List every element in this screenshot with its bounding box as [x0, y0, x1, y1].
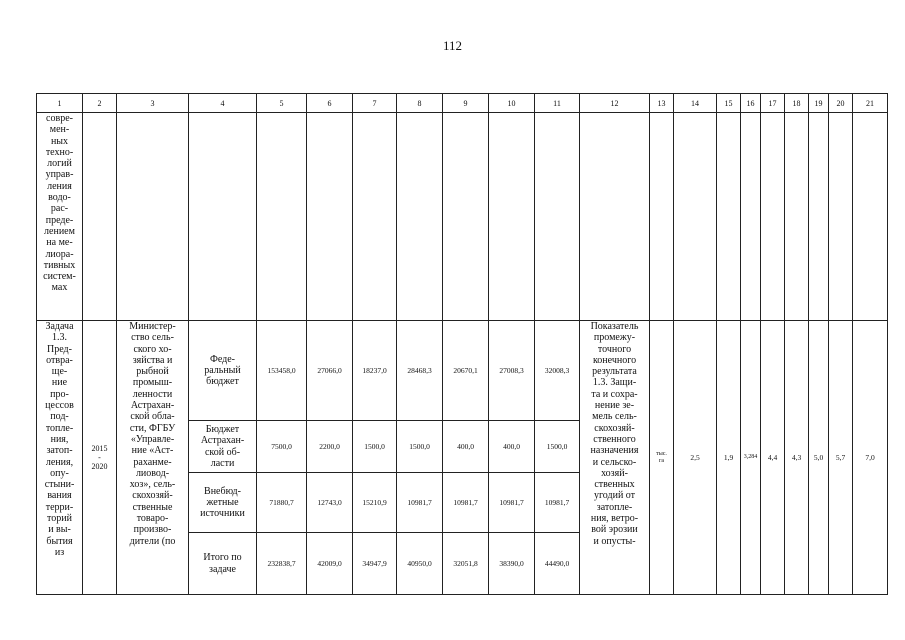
- header-cell: 9: [443, 94, 489, 113]
- value-cell: 18237,0: [353, 321, 397, 421]
- header-cell: 3: [117, 94, 189, 113]
- value-cell: 1500,0: [353, 421, 397, 473]
- value-cell: 15210,9: [353, 473, 397, 533]
- empty-cell: [83, 113, 117, 321]
- header-cell: 12: [580, 94, 650, 113]
- empty-cell: [761, 113, 785, 321]
- indicator-text-cell: [580, 321, 650, 595]
- value-cell: 38390,0: [489, 533, 535, 595]
- value-cell: 10981,7: [535, 473, 580, 533]
- unit: тыс. га: [656, 450, 667, 464]
- page-number: 112: [442, 38, 463, 53]
- header-cell: 16: [741, 94, 761, 113]
- empty-cell: [307, 113, 353, 321]
- empty-cell: [117, 113, 189, 321]
- value-cell: 27066,0: [307, 321, 353, 421]
- source-name: Бюджет Астрахан- ской об- ласти: [200, 423, 245, 469]
- indicator-value-cell: 4,4: [761, 321, 785, 595]
- header-cell: 14: [674, 94, 717, 113]
- source-name-cell: [189, 421, 257, 473]
- value-cell: 44490,0: [535, 533, 580, 595]
- indicator-value-cell: 2,5: [674, 321, 717, 595]
- value-cell: 10981,7: [443, 473, 489, 533]
- empty-cell: [443, 113, 489, 321]
- value-cell: 40950,0: [397, 533, 443, 595]
- value-cell: 20670,1: [443, 321, 489, 421]
- period: 2015 - 2020: [91, 444, 108, 471]
- indicator-value-cell: 7,0: [853, 321, 888, 595]
- header-row: [37, 94, 888, 113]
- header-cell: 5: [257, 94, 307, 113]
- program-table: [36, 93, 888, 595]
- value-cell: 32008,3: [535, 321, 580, 421]
- empty-cell: [580, 113, 650, 321]
- header-cell: 7: [353, 94, 397, 113]
- source-name: Итого по задаче: [203, 552, 242, 575]
- source-name-cell: [189, 321, 257, 421]
- value-cell: 153458,0: [257, 321, 307, 421]
- indicator-value-cell: 5,0: [809, 321, 829, 595]
- measure-text: совре- мен- ных техно- логий управ- ления водо- рас- преде- лением на ме- лиора- тивных систем- мах: [43, 113, 76, 294]
- indicator-value-cell: 3,284: [741, 321, 761, 595]
- cell-measure-text: [37, 113, 83, 321]
- unit-cell: [650, 321, 674, 595]
- empty-cell: [535, 113, 580, 321]
- indicator-value-cell: 1,9: [717, 321, 741, 595]
- empty-cell: [829, 113, 853, 321]
- value-cell: 7500,0: [257, 421, 307, 473]
- source-name-cell: [189, 533, 257, 595]
- value-cell: 10981,7: [489, 473, 535, 533]
- header-cell: 17: [761, 94, 785, 113]
- empty-cell: [189, 113, 257, 321]
- indicator-value-cell: 5,7: [829, 321, 853, 595]
- value-cell: 2200,0: [307, 421, 353, 473]
- value-cell: 42009,0: [307, 533, 353, 595]
- header-cell: 4: [189, 94, 257, 113]
- empty-cell: [397, 113, 443, 321]
- empty-cell: [717, 113, 741, 321]
- period-cell: [83, 321, 117, 595]
- empty-cell: [741, 113, 761, 321]
- value-cell: 34947,9: [353, 533, 397, 595]
- empty-cell: [809, 113, 829, 321]
- value-cell: 232838,7: [257, 533, 307, 595]
- source-name: Внебюд- жетные источники: [200, 485, 245, 520]
- value-cell: 32051,8: [443, 533, 489, 595]
- empty-cell: [785, 113, 809, 321]
- empty-cell: [257, 113, 307, 321]
- executors-cell: [117, 321, 189, 595]
- header-cell: 1: [37, 94, 83, 113]
- header-cell: 2: [83, 94, 117, 113]
- header-cell: 8: [397, 94, 443, 113]
- header-cell: 19: [809, 94, 829, 113]
- value-cell: 1500,0: [397, 421, 443, 473]
- value-cell: 400,0: [489, 421, 535, 473]
- source-name: Феде- ральный бюджет: [204, 353, 241, 388]
- executors: Министер- ство сель- ского хо- зяйства и рыбной промыш- ленности Астрахан- ской обла- сти, ФГБУ «Управле- ние «Аст- раханме- лиовод- хоз», сель- скохозяй- ственные товаро- произво- дители (по: [129, 321, 176, 547]
- indicator-text: Показатель промежу- точного конечного результата 1.3. Защи- та и сохра- нение зе- мель сель- скохозяй- ственного назначения и сельско- хозяй- ственных угодий от затопле- ния, ветро- вой эрозии и опусты-: [590, 321, 639, 547]
- empty-cell: [353, 113, 397, 321]
- value-cell: 28468,3: [397, 321, 443, 421]
- empty-cell: [489, 113, 535, 321]
- header-cell: 20: [829, 94, 853, 113]
- continuation-row: [37, 113, 888, 321]
- header-cell: 13: [650, 94, 674, 113]
- header-cell: 11: [535, 94, 580, 113]
- value-cell: 1500,0: [535, 421, 580, 473]
- header-cell: 21: [853, 94, 888, 113]
- indicator-value-cell: 4,3: [785, 321, 809, 595]
- value-cell: 10981,7: [397, 473, 443, 533]
- header-cell: 15: [717, 94, 741, 113]
- empty-cell: [674, 113, 717, 321]
- task-row-federal: [37, 321, 888, 421]
- empty-cell: [650, 113, 674, 321]
- value-cell: 12743,0: [307, 473, 353, 533]
- value-cell: 71880,7: [257, 473, 307, 533]
- empty-cell: [853, 113, 888, 321]
- value-cell: 400,0: [443, 421, 489, 473]
- header-cell: 18: [785, 94, 809, 113]
- header-cell: 10: [489, 94, 535, 113]
- task-title: Задача 1.3. Пред- отвра- ще- ние про- цессов под- топле- ния, затоп- ления, опу- стыни- вания терри- торий и вы- бытия из: [44, 321, 75, 558]
- value-cell: 27008,3: [489, 321, 535, 421]
- task-title-cell: [37, 321, 83, 595]
- source-name-cell: [189, 473, 257, 533]
- header-cell: 6: [307, 94, 353, 113]
